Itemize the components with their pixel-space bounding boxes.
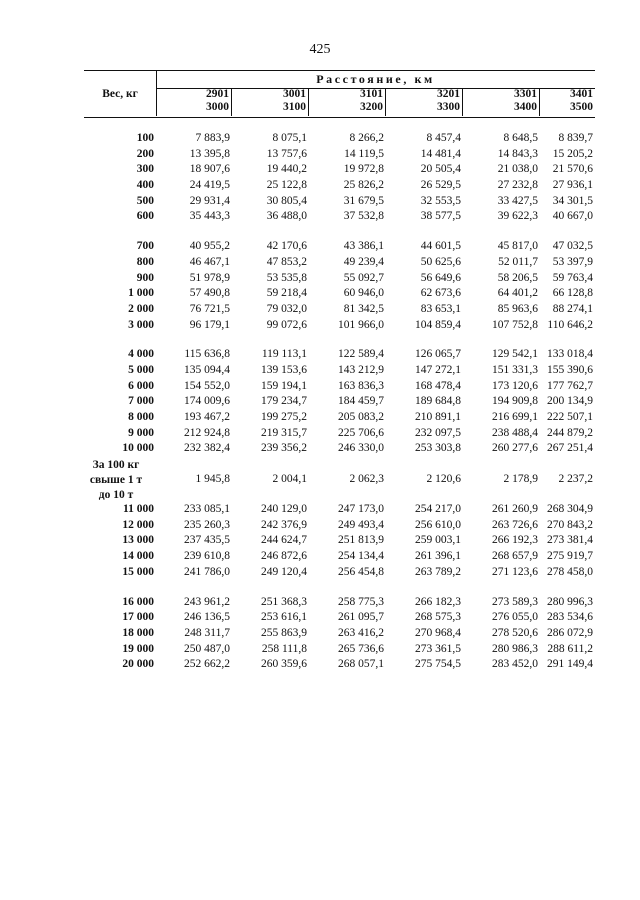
value-cell: 266 182,3 (415, 595, 461, 608)
value-cell: 30 805,4 (266, 194, 307, 207)
value-cell: 168 478,4 (415, 379, 461, 392)
table-row (84, 348, 595, 364)
value-cell: 99 072,6 (266, 318, 307, 331)
table-row (84, 319, 595, 335)
value-cell: 240 129,0 (261, 503, 307, 516)
value-cell: 280 996,3 (547, 595, 593, 608)
table-row (84, 179, 595, 195)
value-cell: 232 097,5 (415, 426, 461, 439)
value-cell: 222 507,1 (547, 411, 593, 423)
value-cell: 219 315,7 (261, 426, 307, 439)
value-cell: 261 396,1 (415, 550, 461, 563)
weight-cell: 6 000 (128, 379, 154, 392)
value-cell: 154 552,0 (184, 379, 230, 392)
value-cell: 49 239,4 (343, 255, 384, 268)
value-cell: 21 038,0 (497, 163, 538, 176)
value-cell: 252 662,2 (184, 658, 230, 671)
weight-cell: 400 (136, 179, 154, 192)
distance-range-1 (156, 88, 232, 116)
value-cell: 8 648,5 (503, 132, 538, 144)
value-cell: 60 946,0 (343, 287, 384, 300)
value-cell: 81 342,5 (343, 302, 384, 315)
distance-range-5 (463, 88, 540, 116)
weight-cell: 200 (136, 147, 154, 160)
value-cell: 19 440,2 (266, 163, 307, 176)
value-cell: 50 625,6 (420, 255, 461, 268)
value-cell: 159 194,1 (261, 379, 307, 392)
weight-cell: 14 000 (122, 550, 154, 563)
weight-cell: 800 (136, 255, 154, 268)
table-row (84, 596, 595, 612)
value-cell: 248 311,7 (184, 626, 230, 639)
table-row (84, 442, 595, 458)
value-cell: 268 575,3 (415, 611, 461, 624)
value-cell: 79 032,0 (266, 302, 307, 315)
value-cell: 249 493,4 (338, 518, 384, 531)
value-cell: 32 553,5 (420, 194, 461, 207)
range-to: 3200 (360, 101, 383, 113)
weight-column-header: Вес, кг (84, 71, 157, 116)
value-cell: 266 192,3 (492, 534, 538, 547)
value-cell: 246 872,6 (261, 550, 307, 563)
table-row (84, 427, 595, 443)
value-cell: 25 826,2 (343, 179, 384, 192)
value-cell: 96 179,1 (189, 318, 230, 331)
value-cell: 26 529,5 (420, 179, 461, 192)
value-cell: 56 649,6 (420, 271, 461, 284)
value-cell: 85 963,6 (497, 302, 538, 315)
table-row (84, 395, 595, 411)
value-cell: 286 072,9 (547, 626, 593, 639)
value-cell: 53 397,9 (552, 255, 593, 268)
weight-cell: 700 (136, 240, 154, 253)
value-cell: 14 119,5 (344, 147, 384, 160)
value-cell: 273 361,5 (415, 642, 461, 655)
value-cell: 45 817,0 (497, 240, 538, 253)
value-cell: 38 577,5 (420, 210, 461, 223)
range-from: 2901 (206, 88, 229, 100)
value-cell: 200 134,9 (547, 395, 593, 408)
value-cell: 115 636,8 (184, 348, 230, 361)
value-cell: 247 173,0 (338, 503, 384, 516)
value-cell: 129 542,1 (492, 348, 538, 361)
value-cell: 276 055,0 (492, 611, 538, 624)
distance-range-2 (232, 88, 309, 116)
table-row (84, 148, 595, 164)
value-cell: 254 217,0 (415, 503, 461, 516)
value-cell: 261 260,9 (492, 503, 538, 516)
weight-cell: 4 000 (128, 348, 154, 361)
range-from: 3301 (514, 88, 537, 100)
value-cell: 44 601,5 (420, 240, 461, 253)
table-row (84, 256, 595, 272)
value-cell: 173 120,6 (492, 379, 538, 392)
value-cell: 147 272,1 (415, 363, 461, 376)
value-cell: 110 646,2 (547, 318, 593, 331)
value-cell: 8 457,4 (426, 132, 461, 144)
value-cell: 249 120,4 (261, 565, 307, 578)
value-cell: 40 667,0 (552, 210, 593, 223)
value-cell: 135 094,4 (184, 363, 230, 376)
table-row (84, 380, 595, 396)
value-cell: 253 303,8 (415, 442, 461, 455)
value-cell: 291 149,4 (547, 658, 593, 671)
value-cell: 258 111,8 (261, 642, 307, 655)
value-cell: 37 532,8 (343, 210, 384, 223)
weight-cell: 11 000 (123, 503, 154, 516)
table-row (84, 287, 595, 303)
weight-cell: 16 000 (122, 595, 154, 608)
weight-cell: 900 (136, 271, 154, 284)
table-row (84, 210, 595, 226)
value-cell: 88 274,1 (552, 302, 593, 315)
value-cell: 122 589,4 (338, 348, 384, 361)
value-cell: 133 018,4 (547, 348, 593, 361)
weight-cell: 9 000 (128, 426, 154, 439)
value-cell: 21 570,6 (552, 163, 593, 176)
value-cell: 126 065,7 (415, 348, 461, 361)
page-number: 425 (309, 42, 331, 57)
table-row (84, 566, 595, 582)
table-row (84, 643, 595, 659)
value-cell: 119 113,1 (261, 348, 307, 361)
value-cell: 2 237,2 (558, 473, 593, 486)
value-cell: 13 395,8 (189, 147, 230, 160)
value-cell: 244 624,7 (261, 534, 307, 547)
table-row (84, 411, 595, 427)
value-cell: 250 487,0 (184, 642, 230, 655)
table-row (84, 163, 595, 179)
value-cell: 52 011,7 (498, 255, 538, 268)
value-cell: 27 936,1 (552, 179, 593, 192)
value-cell: 268 657,9 (492, 550, 538, 563)
value-cell: 216 699,1 (492, 411, 538, 423)
value-cell: 46 467,1 (189, 255, 230, 268)
value-cell: 8 839,7 (558, 132, 593, 144)
value-cell: 273 381,4 (547, 534, 593, 547)
table-header (84, 70, 595, 118)
weight-cell: 12 000 (122, 518, 154, 531)
value-cell: 251 813,9 (338, 534, 384, 547)
value-cell: 256 454,8 (338, 565, 384, 578)
value-cell: 31 679,5 (343, 194, 384, 207)
value-cell: 24 419,5 (189, 179, 230, 192)
value-cell: 241 786,0 (184, 565, 230, 578)
value-cell: 239 356,2 (261, 442, 307, 455)
value-cell: 55 092,7 (343, 271, 384, 284)
weight-cell: 8 000 (128, 411, 154, 423)
value-cell: 267 251,4 (547, 442, 593, 455)
weight-cell: 600 (136, 210, 154, 223)
value-cell: 83 653,1 (420, 302, 461, 315)
weight-cell: 17 000 (122, 611, 154, 624)
value-cell: 244 879,2 (547, 426, 593, 439)
value-cell: 36 488,0 (266, 210, 307, 223)
weight-cell: 18 000 (122, 626, 154, 639)
value-cell: 232 382,4 (184, 442, 230, 455)
value-cell: 2 178,9 (503, 473, 538, 486)
value-cell: 259 003,1 (415, 534, 461, 547)
weight-cell: 500 (136, 194, 154, 207)
value-cell: 40 955,2 (189, 240, 230, 253)
table-row (84, 503, 595, 519)
weight-cell: 300 (136, 163, 154, 176)
range-to: 3100 (283, 101, 306, 113)
value-cell: 15 205,2 (552, 147, 593, 160)
value-cell: 283 534,6 (547, 611, 593, 624)
value-cell: 104 859,4 (415, 318, 461, 331)
tariff-table (84, 70, 595, 671)
value-cell: 151 331,3 (492, 363, 538, 376)
group-spacer (84, 334, 595, 348)
value-cell: 205 083,2 (338, 411, 384, 423)
table-row (84, 611, 595, 627)
value-cell: 251 368,3 (261, 595, 307, 608)
value-cell: 47 032,5 (552, 240, 593, 253)
weight-cell: 20 000 (122, 658, 154, 671)
value-cell: 101 966,0 (338, 318, 384, 331)
value-cell: 278 520,6 (492, 626, 538, 639)
table-row (84, 627, 595, 643)
weight-cell: 19 000 (122, 642, 154, 655)
value-cell: 263 416,2 (338, 626, 384, 639)
distance-header: Расстояние, км (156, 71, 595, 89)
distance-range-6 (540, 88, 595, 116)
distance-range-4 (386, 88, 463, 116)
table-row (84, 240, 595, 256)
weight-cell: 2 000 (128, 302, 154, 315)
range-to: 3000 (206, 101, 229, 113)
value-cell: 25 122,8 (266, 179, 307, 192)
value-cell: 2 062,3 (349, 473, 384, 486)
table-row (84, 519, 595, 535)
range-to: 3500 (570, 101, 593, 113)
group-spacer (84, 582, 595, 596)
value-cell: 256 610,0 (415, 518, 461, 531)
value-cell: 271 123,6 (492, 565, 538, 578)
value-cell: 33 427,5 (497, 194, 538, 207)
range-from: 3001 (283, 88, 306, 100)
table-row (84, 195, 595, 211)
value-cell: 246 330,0 (338, 442, 384, 455)
value-cell: 254 134,4 (338, 550, 384, 563)
value-cell: 18 907,6 (189, 163, 230, 176)
value-cell: 193 467,2 (184, 411, 230, 423)
value-cell: 34 301,5 (552, 194, 593, 207)
value-cell: 210 891,1 (415, 411, 461, 423)
value-cell: 275 919,7 (547, 550, 593, 563)
value-cell: 47 853,2 (266, 255, 307, 268)
value-cell: 270 968,4 (415, 626, 461, 639)
value-cell: 7 883,9 (195, 132, 230, 144)
value-cell: 66 128,8 (552, 287, 593, 300)
value-cell: 53 535,8 (266, 271, 307, 284)
weight-cell: 7 000 (128, 395, 154, 408)
value-cell: 246 136,5 (184, 611, 230, 624)
value-cell: 62 673,6 (420, 287, 461, 300)
table-row (84, 458, 595, 503)
value-cell: 239 610,8 (184, 550, 230, 563)
value-cell: 258 775,3 (338, 595, 384, 608)
value-cell: 43 386,1 (343, 240, 384, 253)
distance-range-3 (309, 88, 386, 116)
value-cell: 163 836,3 (338, 379, 384, 392)
value-cell: 278 458,0 (547, 565, 593, 578)
value-cell: 13 757,6 (266, 147, 307, 160)
value-cell: 212 924,8 (184, 426, 230, 439)
value-cell: 177 762,7 (547, 379, 593, 392)
range-to: 3300 (437, 101, 460, 113)
weight-cell: 3 000 (128, 318, 154, 331)
value-cell: 19 972,8 (343, 163, 384, 176)
table-body (84, 132, 595, 674)
value-cell: 58 206,5 (497, 271, 538, 284)
value-cell: 2 004,1 (272, 473, 307, 486)
value-cell: 57 490,8 (189, 287, 230, 300)
value-cell: 233 085,1 (184, 503, 230, 516)
value-cell: 225 706,6 (338, 426, 384, 439)
value-cell: 260 359,6 (261, 658, 307, 671)
value-cell: 243 961,2 (184, 595, 230, 608)
value-cell: 184 459,7 (338, 395, 384, 408)
group-spacer (84, 226, 595, 240)
weight-cell: 100 (136, 132, 154, 144)
value-cell: 280 986,3 (492, 642, 538, 655)
table-row (84, 303, 595, 319)
value-cell: 1 945,8 (195, 473, 230, 486)
value-cell: 261 095,7 (338, 611, 384, 624)
value-cell: 59 763,4 (552, 271, 593, 284)
value-cell: 143 212,9 (338, 363, 384, 376)
value-cell: 288 611,2 (547, 642, 593, 655)
weight-cell: За 100 кг свыше 1 т до 10 т (89, 459, 143, 502)
value-cell: 199 275,2 (261, 411, 307, 423)
weight-cell: 5 000 (128, 363, 154, 376)
value-cell: 265 736,6 (338, 642, 384, 655)
weight-cell: 13 000 (122, 534, 154, 547)
value-cell: 51 978,9 (189, 271, 230, 284)
value-cell: 179 234,7 (261, 395, 307, 408)
value-cell: 2 120,6 (426, 473, 461, 486)
table-row (84, 534, 595, 550)
value-cell: 242 376,9 (261, 518, 307, 531)
weight-cell: 10 000 (122, 442, 154, 455)
value-cell: 8 075,1 (272, 132, 307, 144)
value-cell: 14 843,3 (497, 147, 538, 160)
value-cell: 155 390,6 (547, 363, 593, 376)
value-cell: 253 616,1 (261, 611, 307, 624)
value-cell: 263 726,6 (492, 518, 538, 531)
value-cell: 255 863,9 (261, 626, 307, 639)
value-cell: 35 443,3 (189, 210, 230, 223)
value-cell: 59 218,4 (266, 287, 307, 300)
value-cell: 174 009,6 (184, 395, 230, 408)
value-cell: 275 754,5 (415, 658, 461, 671)
value-cell: 237 435,5 (184, 534, 230, 547)
value-cell: 194 909,8 (492, 395, 538, 408)
value-cell: 39 622,3 (497, 210, 538, 223)
value-cell: 14 481,4 (420, 147, 461, 160)
weight-cell: 15 000 (122, 565, 154, 578)
value-cell: 76 721,5 (189, 302, 230, 315)
table-row (84, 272, 595, 288)
value-cell: 260 277,6 (492, 442, 538, 455)
value-cell: 20 505,4 (420, 163, 461, 176)
weight-cell: 1 000 (128, 287, 154, 300)
value-cell: 270 843,2 (547, 518, 593, 531)
value-cell: 107 752,8 (492, 318, 538, 331)
value-cell: 263 789,2 (415, 565, 461, 578)
value-cell: 235 260,3 (184, 518, 230, 531)
value-cell: 42 170,6 (266, 240, 307, 253)
value-cell: 64 401,2 (497, 287, 538, 300)
value-cell: 139 153,6 (261, 363, 307, 376)
range-from: 3401 (570, 88, 593, 100)
value-cell: 283 452,0 (492, 658, 538, 671)
value-cell: 27 232,8 (497, 179, 538, 192)
range-from: 3101 (360, 88, 383, 100)
range-from: 3201 (437, 88, 460, 100)
value-cell: 189 684,8 (415, 395, 461, 408)
table-row (84, 550, 595, 566)
value-cell: 29 931,4 (189, 194, 230, 207)
value-cell: 268 057,1 (338, 658, 384, 671)
value-cell: 268 304,9 (547, 503, 593, 516)
table-row (84, 132, 595, 148)
table-row (84, 364, 595, 380)
value-cell: 273 589,3 (492, 595, 538, 608)
table-row (84, 658, 595, 674)
value-cell: 8 266,2 (349, 132, 384, 144)
value-cell: 238 488,4 (492, 426, 538, 439)
range-to: 3400 (514, 101, 537, 113)
